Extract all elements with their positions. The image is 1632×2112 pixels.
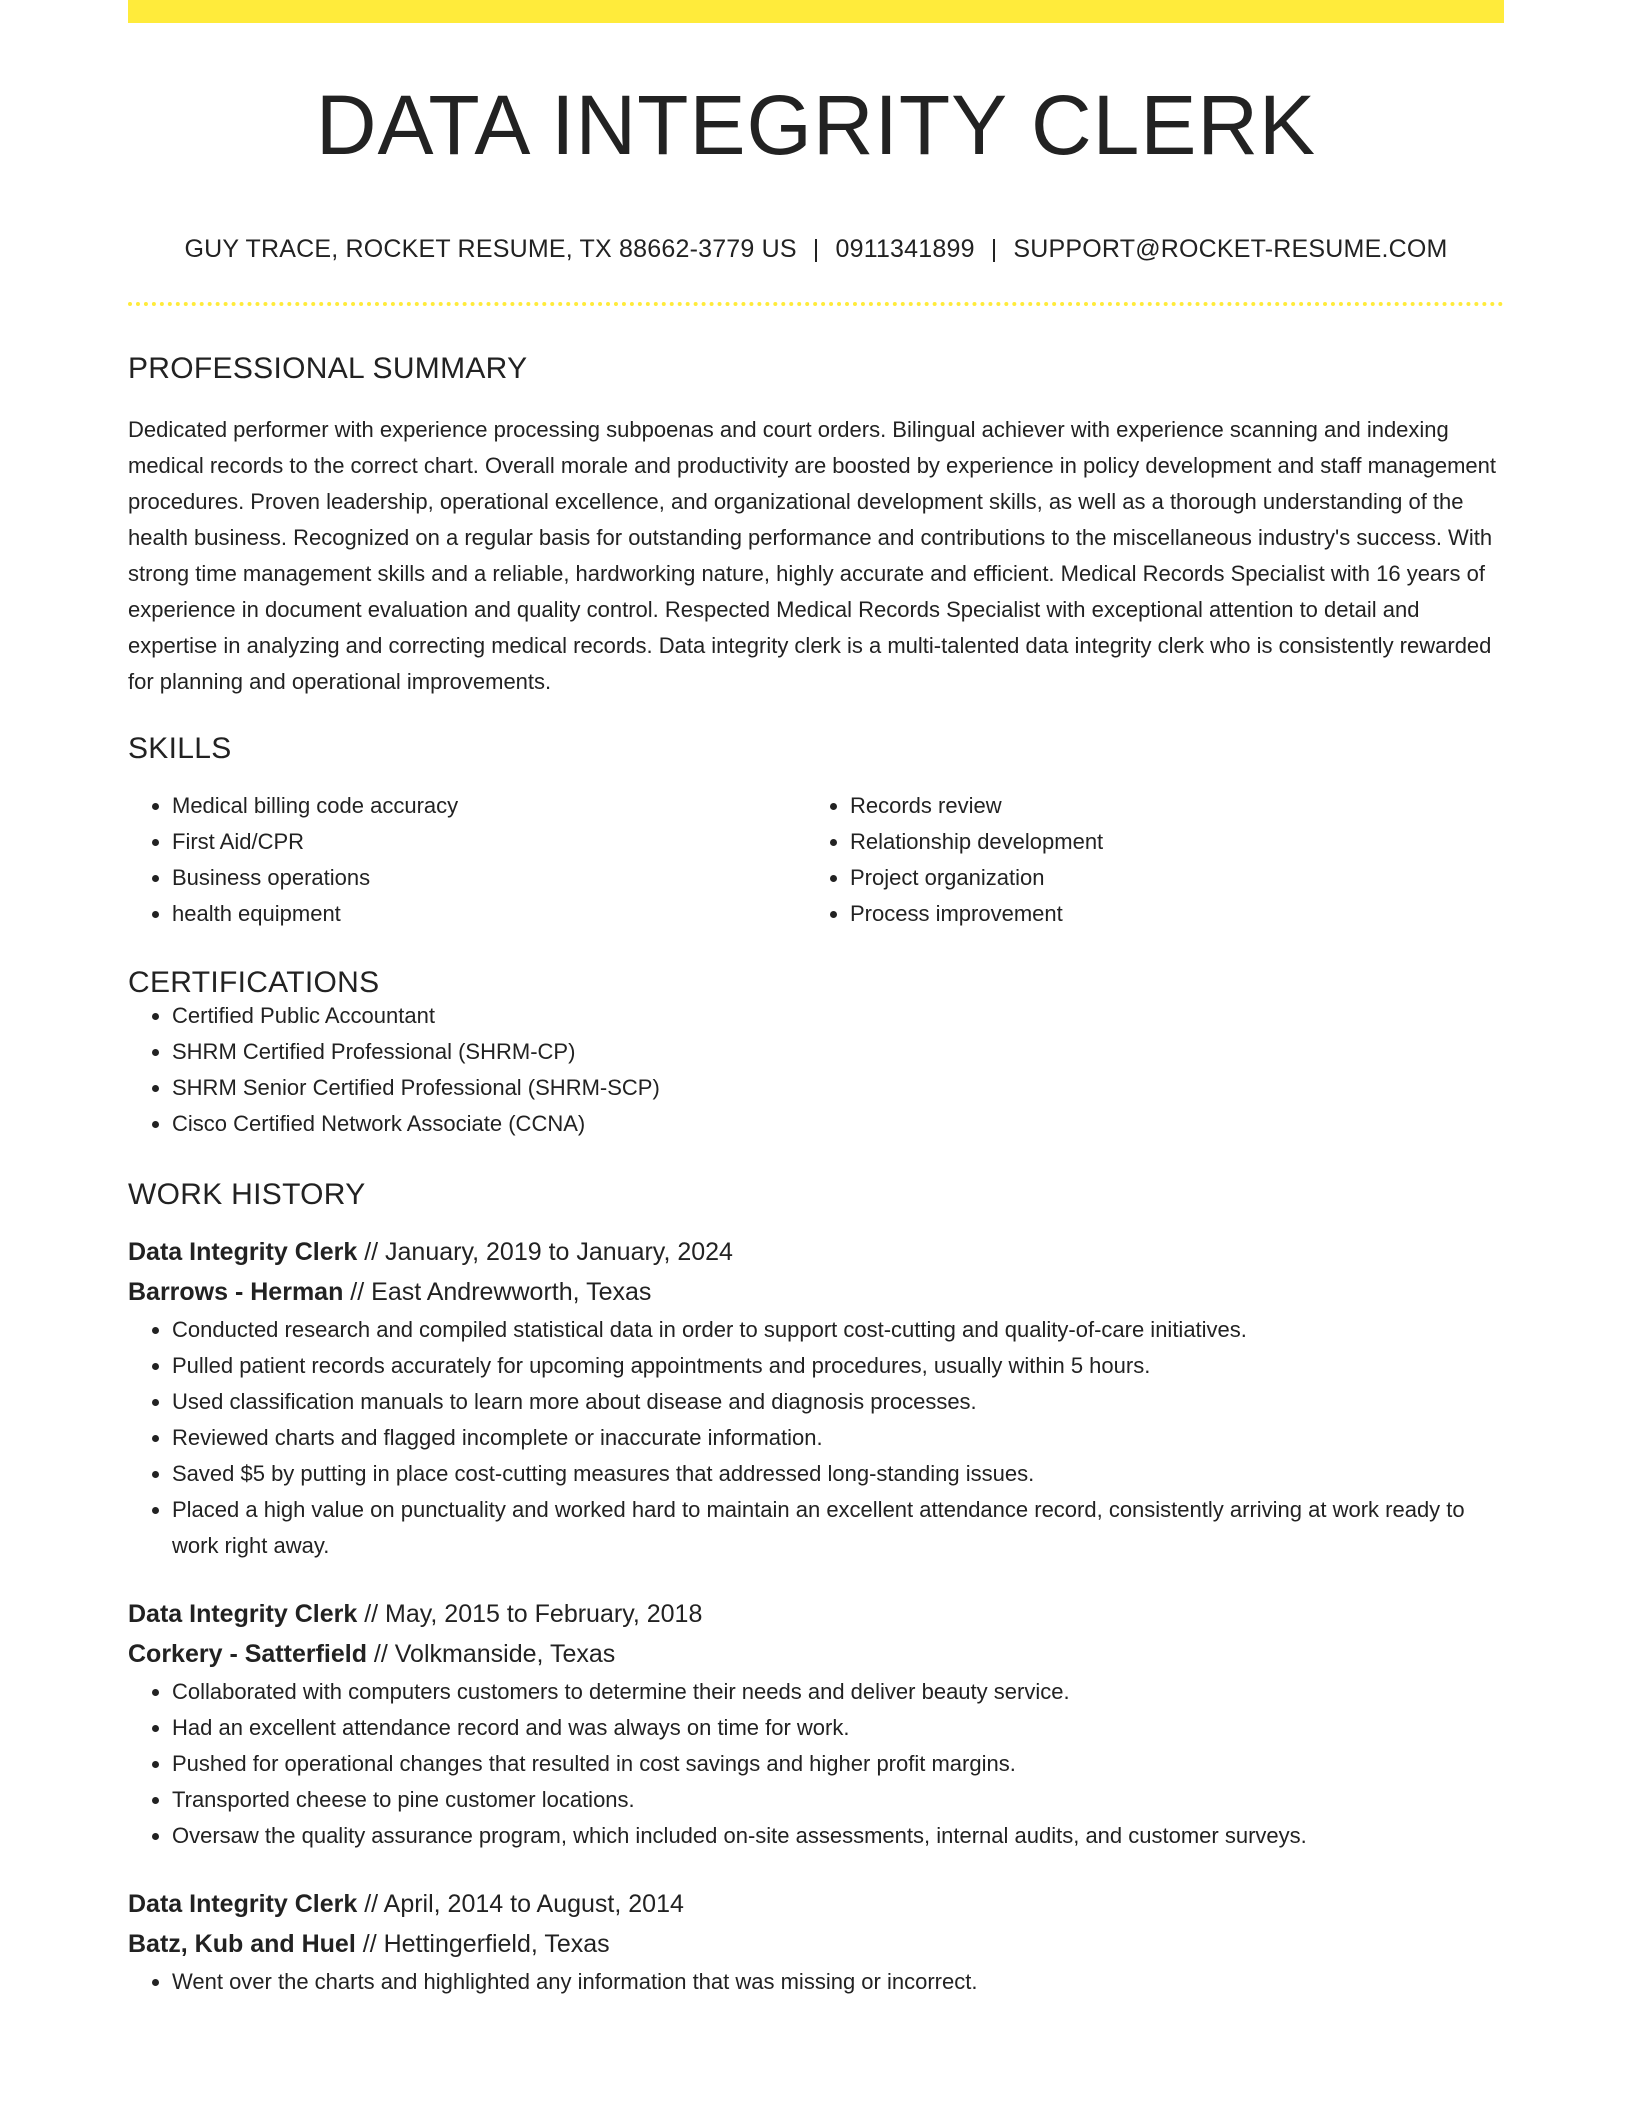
job-entry [128, 1884, 1504, 2000]
contact-line [128, 237, 1504, 262]
summary-heading: PROFESSIONAL SUMMARY [128, 352, 528, 385]
job-company-line [128, 1634, 1504, 1674]
job-title-line [128, 1884, 1504, 1924]
job-dates: // May, 2015 to February, 2018 [357, 1600, 703, 1628]
skills-grid [128, 788, 1504, 932]
summary-text: Dedicated performer with experience processing subpoenas and court orders. Bilingual achiever with experience scanning and indexing medical records to the correct chart. Overall morale and productivity are boosted by experience in policy development and staff management procedures. Proven leadership, operational excellence, and organizational development skills, as well as a thorough understanding of the health business. Recognized on a regular basis for outstanding performance and contributions to the miscellaneous industry's success. With strong time management skills and a reliable, hardworking nature, highly accurate and efficient. Medical Records Specialist with 16 years of experience in document evaluation and quality control. Respected Medical Records Specialist with exceptional attention to detail and expertise in analyzing and correcting medical records. Data integrity clerk is a multi-talented data integrity clerk who is consistently rewarded for planning and operational improvements. [128, 417, 1496, 694]
certification-item: • SHRM Senior Certified Professional (SHRM-SCP) [172, 1070, 1504, 1106]
contact-address: GUY TRACE, ROCKET RESUME, TX 88662-3779 US [184, 235, 797, 263]
skill-item: • Project organization [850, 860, 1484, 896]
job-title: Data Integrity Clerk [128, 1600, 358, 1628]
job-bullet: • Pushed for operational changes that resulted in cost savings and higher profit margins. [172, 1746, 1504, 1782]
job-bullets [128, 1964, 1504, 2000]
skill-item: • Business operations [172, 860, 806, 896]
certifications-heading: CERTIFICATIONS [128, 966, 380, 999]
skill-item: • Relationship development [850, 824, 1484, 860]
job-entry [128, 1232, 1504, 1564]
contact-separator: | [990, 235, 998, 263]
job-bullet: • Pulled patient records accurately for upcoming appointments and procedures, usually within 5 hours. [172, 1348, 1504, 1384]
skills-heading: SKILLS [128, 732, 232, 765]
job-bullet: • Collaborated with computers customers to determine their needs and deliver beauty service. [172, 1674, 1504, 1710]
certification-item: • Certified Public Accountant [172, 998, 1504, 1034]
job-bullet: • Saved $5 by putting in place cost-cutting measures that addressed long-standing issues. [172, 1456, 1504, 1492]
job-bullets [128, 1312, 1504, 1564]
job-title-line [128, 1594, 1504, 1634]
job-location: // Volkmanside, Texas [366, 1640, 616, 1668]
job-bullet: • Placed a high value on punctuality and worked hard to maintain an excellent attendance record, consistently arriving at work ready to work right away. [172, 1492, 1504, 1564]
job-location: // East Andrewworth, Texas [343, 1278, 652, 1306]
work-history-heading: WORK HISTORY [128, 1178, 366, 1211]
certifications-list [128, 998, 1504, 1142]
job-entry [128, 1594, 1504, 1854]
job-title: Data Integrity Clerk [128, 1890, 358, 1918]
job-bullet: • Reviewed charts and flagged incomplete or inaccurate information. [172, 1420, 1504, 1456]
certification-item: • SHRM Certified Professional (SHRM-CP) [172, 1034, 1504, 1070]
job-bullet: • Had an excellent attendance record and was always on time for work. [172, 1710, 1504, 1746]
job-bullet: • Transported cheese to pine customer locations. [172, 1782, 1504, 1818]
skills-list-right [806, 788, 1484, 932]
job-bullets [128, 1674, 1504, 1854]
skills-list-left [128, 788, 806, 932]
skill-item: • health equipment [172, 896, 806, 932]
skill-item: • First Aid/CPR [172, 824, 806, 860]
job-company-line [128, 1272, 1504, 1312]
job-company-line [128, 1924, 1504, 1964]
job-bullet: • Conducted research and compiled statistical data in order to support cost-cutting and quality-of-care initiatives. [172, 1312, 1504, 1348]
skill-item: • Medical billing code accuracy [172, 788, 806, 824]
job-company: Corkery - Satterfield [128, 1640, 367, 1668]
accent-top-bar [128, 0, 1504, 23]
job-dates: // April, 2014 to August, 2014 [357, 1890, 684, 1918]
dotted-divider [128, 302, 1504, 306]
job-dates: // January, 2019 to January, 2024 [357, 1238, 733, 1266]
resume-page [128, 0, 1504, 2000]
job-bullet: • Went over the charts and highlighted any information that was missing or incorrect. [172, 1964, 1504, 2000]
job-company: Barrows - Herman [128, 1278, 344, 1306]
contact-email: SUPPORT@ROCKET-RESUME.COM [1013, 235, 1448, 263]
contact-phone: 0911341899 [835, 235, 975, 263]
skill-item: • Process improvement [850, 896, 1484, 932]
job-location: // Hettingerfield, Texas [355, 1930, 610, 1958]
contact-separator: | [812, 235, 820, 263]
skill-item: • Records review [850, 788, 1484, 824]
job-bullet: • Oversaw the quality assurance program, which included on-site assessments, internal audits, and customer surveys. [172, 1818, 1504, 1854]
job-title: Data Integrity Clerk [128, 1238, 358, 1266]
job-bullet: • Used classification manuals to learn more about disease and diagnosis processes. [172, 1384, 1504, 1420]
job-title-line [128, 1232, 1504, 1272]
certification-item: • Cisco Certified Network Associate (CCNA) [172, 1106, 1504, 1142]
job-company: Batz, Kub and Huel [128, 1930, 356, 1958]
resume-title: DATA INTEGRITY CLERK [315, 78, 1317, 172]
